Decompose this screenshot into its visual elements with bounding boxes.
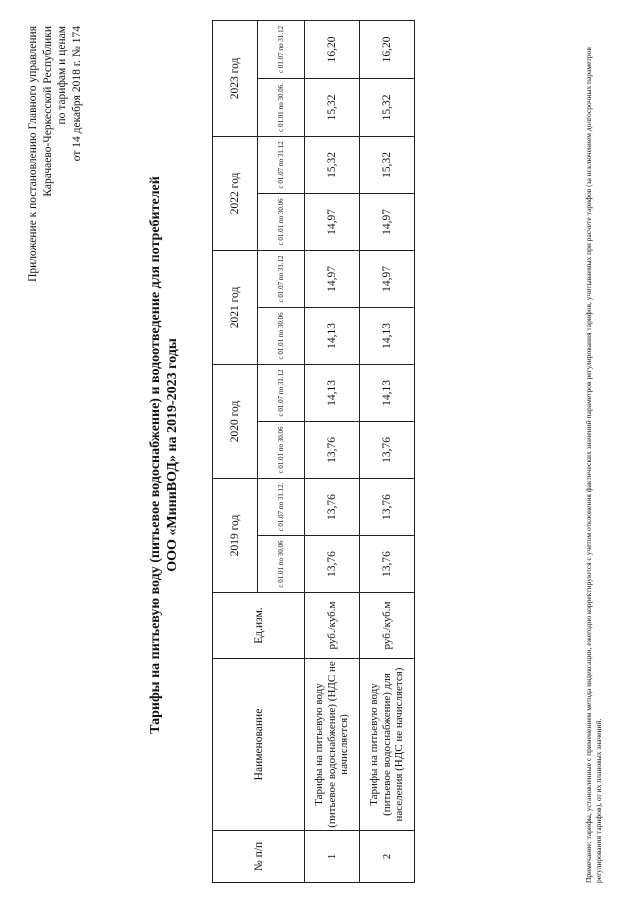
- appendix-line: Карачаево-Черкесской Республики: [41, 26, 54, 197]
- appendix-line: Приложение к постановлению Главного управления: [27, 26, 39, 282]
- tariff-value: 15,32: [360, 78, 415, 136]
- header-period: с 01.01 по 30.06: [258, 307, 305, 364]
- header-year: 2023 год: [213, 20, 258, 136]
- header-name: Наименование: [213, 659, 305, 831]
- footnote: Примечание: тарифы, установленные с применением метода индексации, ежегодно корректируются с учетом отклонения фактических значений параметров регулирования тарифов, учитываемых при расчете тарифов (за исключением долгосрочных параметров регулирования тарифов), от их плановых значений.: [584, 47, 603, 883]
- header-year: 2021 год: [213, 250, 258, 364]
- row-unit: руб./куб.м: [360, 593, 415, 659]
- tariff-value: 13,76: [305, 536, 360, 593]
- tariff-value: 14,13: [360, 307, 415, 364]
- tariff-value: 13,76: [360, 478, 415, 535]
- appendix-line: по тарифам и ценам: [56, 26, 68, 125]
- row-number: 1: [305, 831, 360, 883]
- header-year: 2022 год: [213, 136, 258, 250]
- tariff-value: 14,97: [305, 250, 360, 307]
- tariff-value: 16,20: [305, 20, 360, 78]
- tariff-table: [212, 20, 415, 883]
- tariff-value: 15,32: [305, 78, 360, 136]
- header-unit: Ед.изм.: [213, 593, 305, 659]
- tariff-value: 13,76: [360, 421, 415, 478]
- tariff-value: 13,76: [305, 478, 360, 535]
- title-line-1: Тарифы на питьевую воду (питьевое водоснабжение) и водоотведение для потребителей: [148, 176, 163, 734]
- tariff-value: 16,20: [360, 20, 415, 78]
- tariff-value: 14,13: [305, 307, 360, 364]
- header-period: с 01.07 по 31.12: [258, 136, 305, 193]
- row-number: 2: [360, 831, 415, 883]
- header-period: с 01.01 по 30.06: [258, 536, 305, 593]
- tariff-value: 14,97: [305, 193, 360, 250]
- header-year: 2020 год: [213, 364, 258, 478]
- table-row: [360, 20, 415, 882]
- row-unit: руб./куб.м: [305, 593, 360, 659]
- header-row-years: [213, 20, 258, 882]
- tariff-value: 14,97: [360, 250, 415, 307]
- appendix-reference: [26, 26, 84, 326]
- header-period: с 01.07 по 31.12: [258, 250, 305, 307]
- tariff-value: 14,13: [305, 364, 360, 421]
- tariff-value: 13,76: [360, 536, 415, 593]
- title-line-2: ООО «МиниВОД» на 2019-2023 годы: [165, 338, 180, 572]
- row-name: Тарифы на питьевую воду (питьевое водоснабжение) для населения (НДС не начисляется): [360, 659, 415, 831]
- header-period: с 01.01 по 30.06: [258, 421, 305, 478]
- header-period: с 01.07 по 31.12: [258, 364, 305, 421]
- appendix-line: от 14 декабря 2018 г. № 174: [70, 26, 83, 162]
- tariff-value: 15,32: [305, 136, 360, 193]
- header-num: № п/п: [213, 831, 305, 883]
- row-name: Тарифы на питьевую воду (питьевое водоснабжение) (НДС не начисляется): [305, 659, 360, 831]
- tariff-value: 15,32: [360, 136, 415, 193]
- tariff-value: 14,13: [360, 364, 415, 421]
- header-period: с 01.01 по 30.06: [258, 193, 305, 250]
- table-row: [305, 20, 360, 882]
- document-title: [147, 135, 181, 775]
- tariff-value: 14,97: [360, 193, 415, 250]
- header-period: с 01.01 по 30.06.: [258, 78, 305, 136]
- header-period: с 01.07 по 31.12.: [258, 478, 305, 535]
- header-year: 2019 год: [213, 478, 258, 592]
- tariff-value: 13,76: [305, 421, 360, 478]
- header-period: с 01.07 по 31.12: [258, 20, 305, 78]
